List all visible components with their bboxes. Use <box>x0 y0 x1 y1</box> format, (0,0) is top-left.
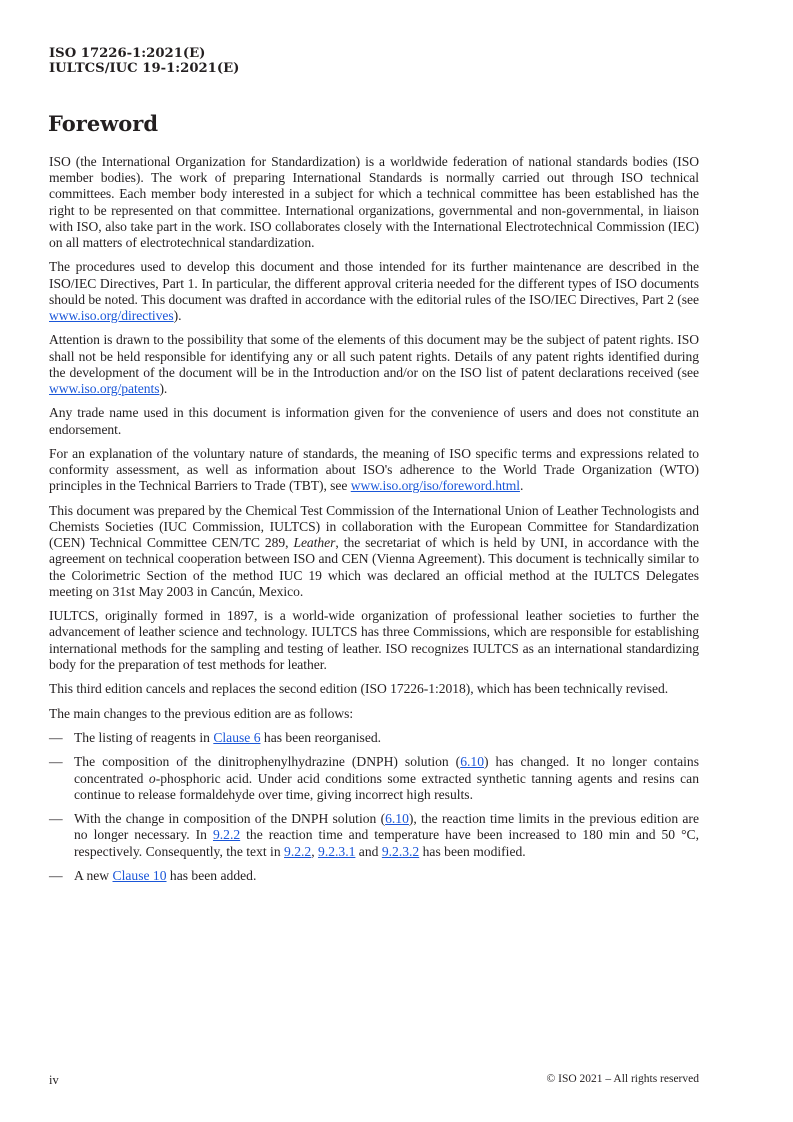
clause-6-10-link[interactable]: 6.10 <box>385 811 409 827</box>
paragraph-procedures: The procedures used to develop this document and those intended for its further maintenance are described in the ISO/IEC Directives, Part 1. In particular, the different approval criteria needed for the different types of ISO documents should be noted. This document was drafted in accordance with the editorial rules of the ISO/IEC Directives, Part 2 (see www.iso.org/directives). <box>49 259 699 324</box>
foreword-body <box>49 154 699 892</box>
document-identifier <box>49 46 239 76</box>
paragraph-iultcs: IULTCS, originally formed in 1897, is a world-wide organization of professional leather societies to further the advancement of leather science and technology. IULTCS has three Commissions, which are responsible for establishing international methods for the sampling and testing of leather. ISO recognizes IULTCS as an international standardizing body for the preparation of test methods for leather. <box>49 608 699 672</box>
paragraph-prepared-by: This document was prepared by the Chemical Test Commission of the International Union of Leather Technologists and Chemists Societies (IUC Commission, IULTCS) in collaboration with the European Committee for Standardization (CEN) Technical Committee CEN/TC 289, Leather, the secretariat of which is held by UNI, in accordance with the agreement on technical cooperation between ISO and CEN (Vienna Agreement). This document is technically similar to the Colorimetric Section of the method IUC 19 which was declared an official method at the IULTCS Delegates meeting on 31st May 2003 in Cancún, Mexico. <box>49 502 700 599</box>
page-number: iv <box>49 1073 59 1087</box>
foreword-link[interactable]: www.iso.org/iso/foreword.html <box>350 478 520 494</box>
paragraph-voluntary-nature: For an explanation of the voluntary nature of standards, the meaning of ISO specific terms and expressions related to conformity assessment, as well as information about ISO's adherence to the World Trade Organization (WTO) principles in the Technical Barriers to Trade (TBT), see www.iso.org/iso/foreword.html. <box>49 446 699 494</box>
clause-6-10-link[interactable]: 6.10 <box>460 754 484 770</box>
patents-link[interactable]: www.iso.org/patents <box>49 381 160 397</box>
changes-list <box>49 730 699 884</box>
page-title: Foreword <box>48 111 159 136</box>
paragraph-iso-intro: ISO (the International Organization for Standardization) is a worldwide federation of national standards bodies (ISO member bodies). The work of preparing International Standards is normally carried out through ISO technical committees. Each member body interested in a subject for which a technical committee has been established has the right to be represented on that committee. International organizations, governmental and non-governmental, in liaison with ISO, also take part in the work. ISO collaborates closely with the International Electrotechnical Commission (IEC) on all matters of electrotechnical standardization. <box>49 154 699 251</box>
list-item: — A new Clause 10 has been added. <box>49 867 257 883</box>
copyright-notice: © ISO 2021 – All rights reserved <box>546 1073 699 1085</box>
clause-6-link[interactable]: Clause 6 <box>213 729 261 745</box>
clause-9-2-3-1-link[interactable]: 9.2.3.1 <box>318 843 356 859</box>
clause-9-2-2-link[interactable]: 9.2.2 <box>212 827 241 843</box>
clause-10-link[interactable]: Clause 10 <box>112 867 167 883</box>
dash-bullet: — <box>49 729 63 745</box>
iultcs-designation: IULTCS/IUC 19-1:2021(E) <box>49 61 240 76</box>
paragraph-patents: Attention is drawn to the possibility that some of the elements of this document may be the subject of patent rights. ISO shall not be held responsible for identifying any or all such patent rights. Details of any patent rights identified during the development of the document will be in the Introduction and/or on the ISO list of patent declarations received (see www.iso.org/patents). <box>49 332 699 397</box>
paragraph-edition: This third edition cancels and replaces the second edition (ISO 17226-1:2018), which has been technically revised. <box>49 681 669 697</box>
list-item: — The composition of the dinitrophenylhydrazine (DNPH) solution (6.10) has changed. It no longer contains concentrated o-phosphoric acid. Under acid conditions some extracted synthetic tanning agents and resins can continue to release formaldehyde over time, giving incorrect high results. <box>49 754 699 802</box>
paragraph-trade-name: Any trade name used in this document is information given for the convenience of users and does not constitute an endorsement. <box>49 405 699 437</box>
iso-designation: ISO 17226-1:2021(E) <box>49 46 206 61</box>
directives-link[interactable]: www.iso.org/directives <box>49 308 174 324</box>
paragraph-changes-intro: The main changes to the previous edition are as follows: <box>49 705 354 721</box>
dash-bullet: — <box>49 811 63 827</box>
dash-bullet: — <box>49 754 63 770</box>
dash-bullet: — <box>49 867 63 883</box>
list-item: — With the change in composition of the DNPH solution (6.10), the reaction time limits in the previous edition are no longer necessary. In 9.2.2 the reaction time and temperature have been increased to 180 min and 50 °C, respectively. Consequently, the text in 9.2.2, 9.2.3.1 and 9.2.3.2 has been modified. <box>49 811 699 859</box>
page-footer <box>49 1073 699 1088</box>
clause-9-2-2-link[interactable]: 9.2.2 <box>284 843 312 859</box>
clause-9-2-3-2-link[interactable]: 9.2.3.2 <box>381 843 420 859</box>
list-item: — The listing of reagents in Clause 6 has been reorganised. <box>49 729 382 745</box>
